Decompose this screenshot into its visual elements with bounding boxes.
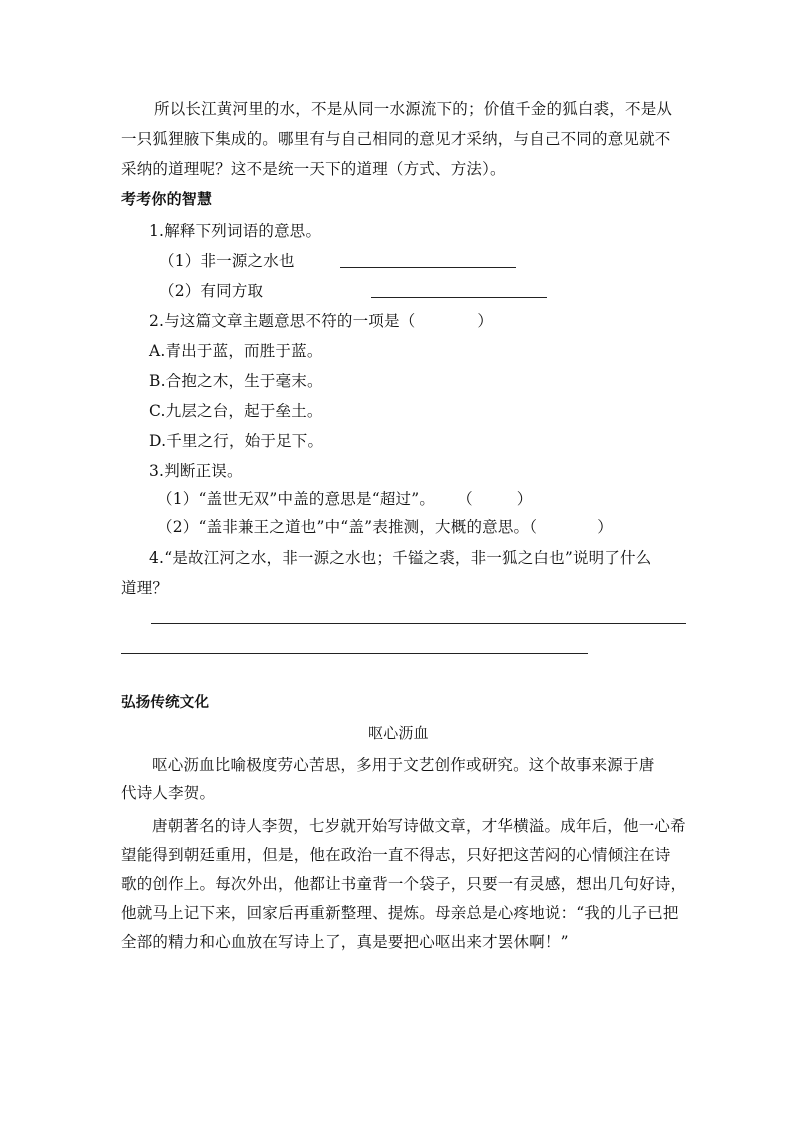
q2-prompt-text: 2.与这篇文章主题意思不符的一项是（ [149, 312, 416, 330]
q3-item-2-close-paren: ） [597, 518, 613, 536]
q4-prompt-line-2: 道理？ [121, 579, 169, 597]
story-p2-line-4: 他就马上记下来，回家后再重新整理、提炼。母亲总是心疼地说：“我的儿子已把 [121, 904, 679, 922]
q3-prompt: 3.判断正误。 [149, 462, 243, 480]
q2-option-c: C.九层之台，起于垒土。 [149, 402, 323, 420]
story-p2-line-1: 唐朝著名的诗人李贺，七岁就开始写诗做文章，才华横溢。成年后，他一心希 [152, 817, 686, 835]
q4-answer-blank-2[interactable] [121, 653, 588, 654]
q1-item-1-answer-blank[interactable] [340, 267, 516, 268]
q2-prompt [149, 311, 493, 331]
q3-item-1 [157, 489, 532, 509]
story-p2-line-5: 全部的精力和心血放在写诗上了，真是要把心呕出来才罢休啊！” [121, 933, 569, 951]
story-title: 呕心沥血 [368, 724, 429, 742]
q4-answer-blank-1[interactable] [151, 623, 686, 624]
q1-prompt: 1.解释下列词语的意思。 [149, 222, 322, 240]
q2-option-a: A.青出于蓝，而胜于蓝。 [149, 342, 323, 360]
q3-item-1-close-paren: ） [516, 490, 533, 508]
story-p2-line-2: 望能得到朝廷重用，但是，他在政治一直不得志，只好把这苦闷的心情倾注在诗 [121, 846, 671, 864]
culture-heading: 弘扬传统文化 [121, 695, 210, 711]
q3-item-1-open-paren: （ [457, 490, 473, 508]
q3-item-2-text: （2）“盖非兼王之道也”中“盖”表推测，大概的意思。 [157, 518, 530, 536]
q3-item-2 [157, 517, 613, 537]
q4-prompt-line-1: 4.“是故江河之水，非一源之水也；千镒之裘，非一狐之白也”说明了什么 [149, 549, 652, 567]
quiz-heading: 考考你的智慧 [121, 190, 213, 208]
intro-line-3: 采纳的道理呢？这不是统一天下的道理（方式、方法）。 [121, 160, 506, 178]
story-p2-line-3: 歌的创作上。每次外出，他都让书童背一个袋子，只要一有灵感，想出几句好诗， [121, 875, 687, 893]
q2-option-d: D.千里之行，始于足下。 [149, 432, 324, 450]
q3-item-1-text: （1）“盖世无双”中盖的意思是“超过”。 [157, 490, 436, 508]
q2-prompt-close: ） [477, 312, 494, 330]
q1-item-2: （2）有同方取 [159, 282, 264, 300]
story-p1-line-1: 呕心沥血比喻极度劳心苦思，多用于文艺创作或研究。这个故事来源于唐 [152, 756, 655, 774]
intro-line-1: 所以长江黄河里的水，不是从同一水源流下的；价值千金的狐白裘，不是从 [154, 100, 673, 118]
q1-item-2-answer-blank[interactable] [371, 297, 547, 298]
q2-option-b: B.合抱之木，生于毫末。 [149, 372, 323, 390]
q1-item-1: （1）非一源之水也 [159, 252, 295, 270]
story-p1-line-2: 代诗人李贺。 [121, 784, 216, 802]
intro-line-2: 一只狐狸腋下集成的。哪里有与自己相同的意见才采纳，与自己不同的意见就不 [121, 130, 671, 148]
q3-item-2-open-paren: （ [529, 518, 538, 536]
